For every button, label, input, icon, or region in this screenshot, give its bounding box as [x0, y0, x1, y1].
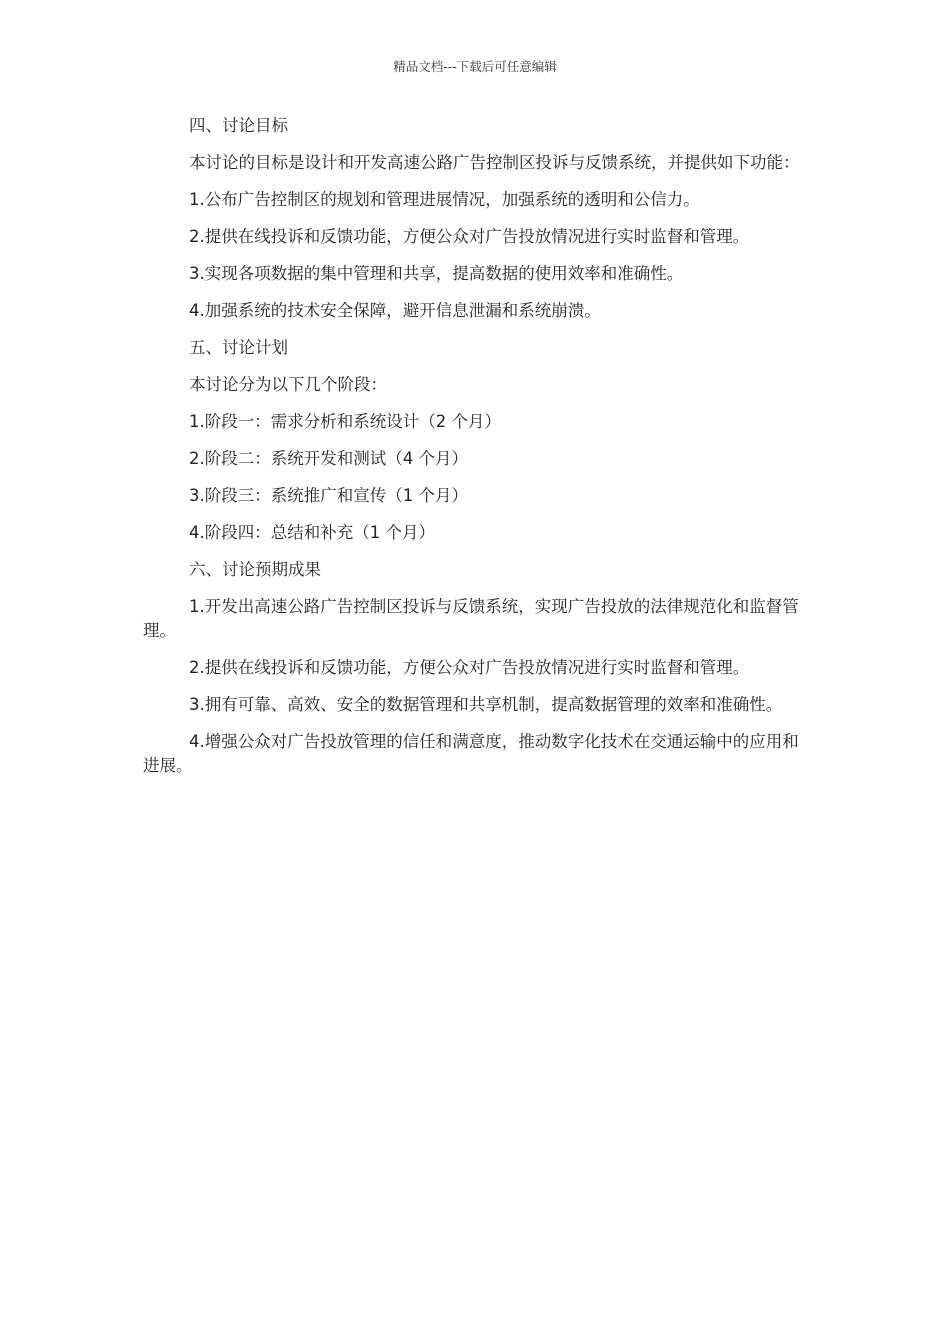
paragraph: 本讨论分为以下几个阶段： [189, 375, 387, 394]
list-item: 3.阶段三：系统推广和宣传（1 个月） [189, 486, 468, 505]
list-item: 4.增强公众对广告投放管理的信任和满意度，推动数字化技术在交通运输中的应用和进展。 [143, 732, 799, 775]
list-item: 1.阶段一：需求分析和系统设计（2 个月） [189, 412, 501, 431]
page-header: 精品文档---下载后可任意编辑 [393, 59, 557, 74]
list-item: 3.实现各项数据的集中管理和共享，提高数据的使用效率和准确性。 [189, 264, 684, 283]
paragraph: 本讨论的目标是设计和开发高速公路广告控制区投诉与反馈系统，并提供如下功能： [189, 153, 800, 172]
list-item: 2.提供在线投诉和反馈功能，方便公众对广告投放情况进行实时监督和管理。 [189, 227, 750, 246]
list-item: 1.开发出高速公路广告控制区投诉与反馈系统，实现广告投放的法律规范化和监督管理。 [143, 597, 799, 640]
list-item: 4.加强系统的技术安全保障，避开信息泄漏和系统崩溃。 [189, 301, 601, 320]
list-item: 2.阶段二：系统开发和测试（4 个月） [189, 449, 468, 468]
section-heading-outcomes: 六、讨论预期成果 [189, 560, 321, 579]
list-item: 3.拥有可靠、高效、安全的数据管理和共享机制，提高数据管理的效率和准确性。 [189, 695, 783, 714]
list-item: 2.提供在线投诉和反馈功能，方便公众对广告投放情况进行实时监督和管理。 [189, 658, 750, 677]
list-item: 4.阶段四：总结和补充（1 个月） [189, 523, 435, 542]
section-heading-plan: 五、讨论计划 [189, 338, 288, 357]
list-item: 1.公布广告控制区的规划和管理进展情况，加强系统的透明和公信力。 [189, 190, 700, 209]
document-body [143, 114, 808, 791]
section-heading-goals: 四、讨论目标 [189, 116, 288, 135]
